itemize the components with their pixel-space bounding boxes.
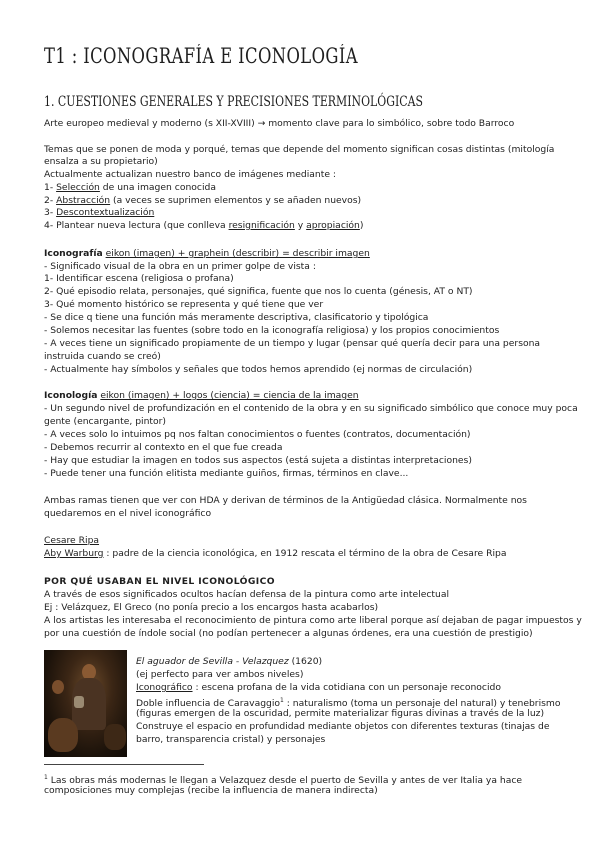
paragraph-line: barro, transparencia cristal) y personajes <box>136 734 326 745</box>
list-text: y <box>294 220 307 231</box>
paragraph-line: - Solemos necesitar las fuentes (sobre todo en la iconografía religiosa) y los propios conocimientos <box>44 325 500 336</box>
author-warburg-line <box>44 548 507 561</box>
painting-image <box>44 650 127 757</box>
footnote-text: Las obras más modernas le llegan a Velazquez desde el puerto de Sevilla y antes de ver Italia ya hace <box>47 775 523 787</box>
painting-title: El aguador de Sevilla - Velazquez <box>136 656 289 667</box>
paragraph-line: (figuras emergen de la oscuridad, permite materializar figuras divinas a través de la luz) <box>136 708 545 719</box>
definition: eikon (imagen) + graphein (describir) = describir imagen <box>105 248 370 259</box>
paragraph-line: - Hay que estudiar la imagen en todos sus aspectos (está sujeta a distintas interpretaciones) <box>44 455 472 466</box>
list-term: Abstracción <box>56 195 111 206</box>
paragraph-line: 1- Identificar escena (religiosa o profana) <box>44 273 234 284</box>
paragraph-line: Ej : Velázquez, El Greco (no ponía precio a los encargos hasta acabarlos) <box>44 602 379 613</box>
list-term: apropiación <box>306 220 360 231</box>
paragraph-line: - Se dice q tiene una función más meramente descriptiva, clasificatorio y tipológica <box>44 312 429 323</box>
paragraph-line: (ej perfecto para ver ambos niveles) <box>136 669 304 680</box>
paragraph-text: : naturalismo (toma un personaje del natural) y tenebrismo <box>283 698 561 710</box>
paragraph-line: - Un segundo nivel de profundización en el contenido de la obra y en su significado simbólico que conoce muy poca <box>44 403 578 414</box>
paragraph-line: A los artistas les interesaba el reconocimiento de pintura como arte liberal porque así dejaban de pagar impuestos y <box>44 615 582 626</box>
paragraph-line: ensalza a su propietario) <box>44 156 158 167</box>
term-iconografia: Iconografía <box>44 248 103 259</box>
list-term: Descontextualización <box>56 207 155 218</box>
paragraph-line: Construye el espacio en profundidad mediante objetos con diferentes texturas (tinajas de <box>136 721 550 732</box>
paragraph-line: - Significado visual de la obra en un primer golpe de vista : <box>44 261 316 272</box>
paragraph-line: - Actualmente hay símbolos y señales que todos hemos aprendido (ej normas de circulación) <box>44 364 473 375</box>
paragraph-line: A través de esos significados ocultos hacían defensa de la pintura como arte intelectual <box>44 589 450 600</box>
list-text: ) <box>359 220 364 231</box>
definition: eikon (imagen) + logos (ciencia) = ciencia de la imagen <box>100 390 359 401</box>
footnote-number: 1 <box>44 774 48 781</box>
list-item <box>44 182 216 195</box>
paragraph-line: instruida cuando se creó) <box>44 351 161 362</box>
page-title: T1 : ICONOGRAFÍA E ICONOLOGÍA <box>44 44 358 68</box>
definition-line <box>44 248 370 261</box>
intro-line: Arte europeo medieval y moderno (s XII-XVIII) → momento clave para lo simbólico, sobre todo Barroco <box>44 118 515 129</box>
paragraph-line: 2- Qué episodio relata, personajes, qué significa, fuente que nos lo cuenta (génesis, AT o NT) <box>44 286 473 297</box>
paragraph-line: por una cuestión de índole social (no podían pertenecer a algunas órdenes, era una cuestión de prestigio) <box>44 628 533 639</box>
paragraph-line: - A veces solo lo intuimos pq nos faltan conocimientos o fuentes (contratos, documentación) <box>44 429 471 440</box>
paragraph-line: quedaremos en el nivel iconográfico <box>44 508 212 519</box>
list-text: (a veces se suprimen elementos y se añaden nuevos) <box>110 195 362 206</box>
paragraph-text: Doble influencia de Caravaggio <box>136 698 281 710</box>
paragraph-text: : escena profana de la vida cotidiana con un personaje reconocido <box>192 682 501 693</box>
paragraph-line: Ambas ramas tienen que ver con HDA y derivan de términos de la Antigüedad clásica. Normalmente nos <box>44 495 527 506</box>
paragraph-line: 3- Qué momento histórico se representa y qué tiene que ver <box>44 299 324 310</box>
footnote-divider <box>44 764 204 765</box>
footnote-line: composiciones muy complejas (recibe la influencia de manera indirecta) <box>44 785 378 796</box>
paragraph-line: Temas que se ponen de moda y porqué, temas que depende del momento significan cosas distintas (mitología <box>44 144 555 155</box>
list-number: 2- <box>44 195 57 206</box>
section-heading: 1. CUESTIONES GENERALES Y PRECISIONES TERMINOLÓGICAS <box>44 94 423 110</box>
painting-year: (1620) <box>288 656 323 667</box>
list-term: Selección <box>56 182 100 193</box>
painting-title-line <box>136 656 322 669</box>
subheading: POR QUÉ USABAN EL NIVEL ICONOLÓGICO <box>44 576 275 587</box>
paragraph-line: - A veces tiene un significado propiamente de un tiempo y lugar (pensar qué quería decir para una persona <box>44 338 541 349</box>
footnote-ref[interactable]: 1 <box>280 697 284 704</box>
list-term: resignificación <box>228 220 295 231</box>
list-item <box>44 220 363 233</box>
paragraph-line: Actualmente actualizan nuestro banco de imágenes mediante : <box>44 169 337 180</box>
term-iconografico: Iconográfico <box>136 682 193 693</box>
list-number: 1- <box>44 182 57 193</box>
author-ripa: Cesare Ripa <box>44 535 100 546</box>
paragraph-line <box>136 682 501 695</box>
definition-line <box>44 390 359 403</box>
list-text: 4- Plantear nueva lectura (que conlleva <box>44 220 229 231</box>
term-iconologia: Iconología <box>44 390 98 401</box>
paragraph-line: gente (encargante, pintor) <box>44 416 167 427</box>
list-item <box>44 195 361 208</box>
author-warburg: Aby Warburg <box>44 548 104 559</box>
paragraph-line: - Puede tener una función elitista mediante guiños, firmas, términos en clave... <box>44 468 409 479</box>
author-warburg-text: : padre de la ciencia iconológica, en 1912 rescata el término de la obra de Cesare Ripa <box>103 548 507 559</box>
list-item <box>44 207 154 220</box>
paragraph-line: - Debemos recurrir al contexto en el que fue creada <box>44 442 283 453</box>
list-number: 3- <box>44 207 57 218</box>
list-text: de una imagen conocida <box>99 182 216 193</box>
